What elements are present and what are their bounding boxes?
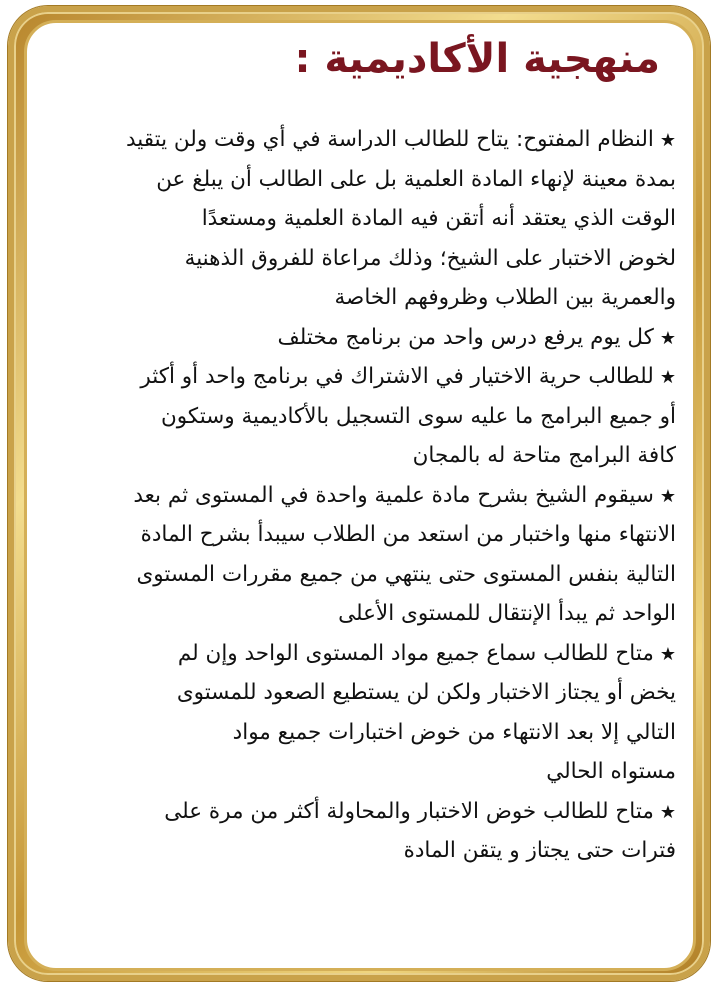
text-line (36, 436, 676, 476)
list-item (36, 357, 676, 476)
text-line (36, 476, 676, 516)
line-text: فترات حتى يجتاز و يتقن المادة (403, 838, 676, 863)
line-text: كافة البرامج متاحة له بالمجان (412, 443, 676, 468)
list-item (36, 476, 676, 634)
text-line (36, 515, 676, 555)
star-bullet-icon: ★ (659, 485, 676, 507)
text-line (36, 199, 676, 239)
line-text: الانتهاء منها واختبار من استعد من الطلاب سيبدأ بشرح المادة (140, 522, 676, 547)
line-text: متاح للطالب سماع جميع مواد المستوى الواحد وإن لم (177, 640, 654, 666)
line-text: النظام المفتوح: يتاح للطالب الدراسة في أي وقت ولن يتقيد (125, 127, 654, 152)
list-item (36, 120, 676, 318)
line-text: يخض أو يجتاز الاختبار ولكن لن يستطيع الصعود للمستوى (176, 680, 676, 705)
line-text: التالية بنفس المستوى حتى ينتهي من جميع مقررات المستوى (136, 561, 676, 587)
text-line (36, 634, 676, 674)
star-bullet-icon: ★ (659, 643, 676, 665)
line-text: متاح للطالب خوض الاختبار والمحاولة أكثر من مرة على (164, 798, 654, 824)
text-line (36, 594, 676, 634)
text-line (36, 239, 676, 279)
text-line (36, 397, 676, 437)
line-text: الواحد ثم يبدأ الإنتقال للمستوى الأعلى (338, 601, 676, 626)
text-line (36, 713, 676, 753)
star-bullet-icon: ★ (659, 801, 676, 823)
text-line (36, 792, 676, 832)
text-line (36, 318, 676, 358)
list-item (36, 634, 676, 792)
line-text: أو جميع البرامج ما عليه سوى التسجيل بالأكاديمية وستكون (161, 403, 676, 429)
page-title: منهجية الأكاديمية : (294, 36, 660, 82)
star-bullet-icon: ★ (659, 327, 676, 349)
line-text: للطالب حرية الاختيار في الاشتراك في برنامج واحد أو أكثر (140, 364, 654, 389)
methodology-list (36, 120, 676, 871)
text-line (36, 160, 676, 200)
text-line (36, 752, 676, 792)
star-bullet-icon: ★ (659, 130, 676, 151)
text-line (36, 278, 676, 318)
star-bullet-icon: ★ (659, 367, 676, 388)
line-text: الوقت الذي يعتقد أنه أتقن فيه المادة العلمية ومستعدًا (201, 206, 676, 231)
line-text: التالي إلا بعد الانتهاء من خوض اختبارات جميع مواد (232, 719, 676, 745)
line-text: كل يوم يرفع درس واحد من برنامج مختلف (277, 324, 654, 350)
list-item (36, 318, 676, 358)
text-line (36, 673, 676, 713)
line-text: سيقوم الشيخ بشرح مادة علمية واحدة في المستوى ثم بعد (133, 482, 654, 508)
line-text: والعمرية بين الطلاب وظروفهم الخاصة (334, 285, 676, 310)
list-item (36, 792, 676, 871)
text-line (36, 357, 676, 397)
text-line (36, 555, 676, 595)
line-text: مستواه الحالي (546, 759, 676, 784)
text-line (36, 831, 676, 871)
line-text: لخوض الاختبار على الشيخ؛ وذلك مراعاة للفروق الذهنية (184, 245, 676, 271)
text-line (36, 120, 676, 160)
line-text: بمدة معينة لإنهاء المادة العلمية بل على الطالب أن يبلغ عن (156, 166, 676, 192)
